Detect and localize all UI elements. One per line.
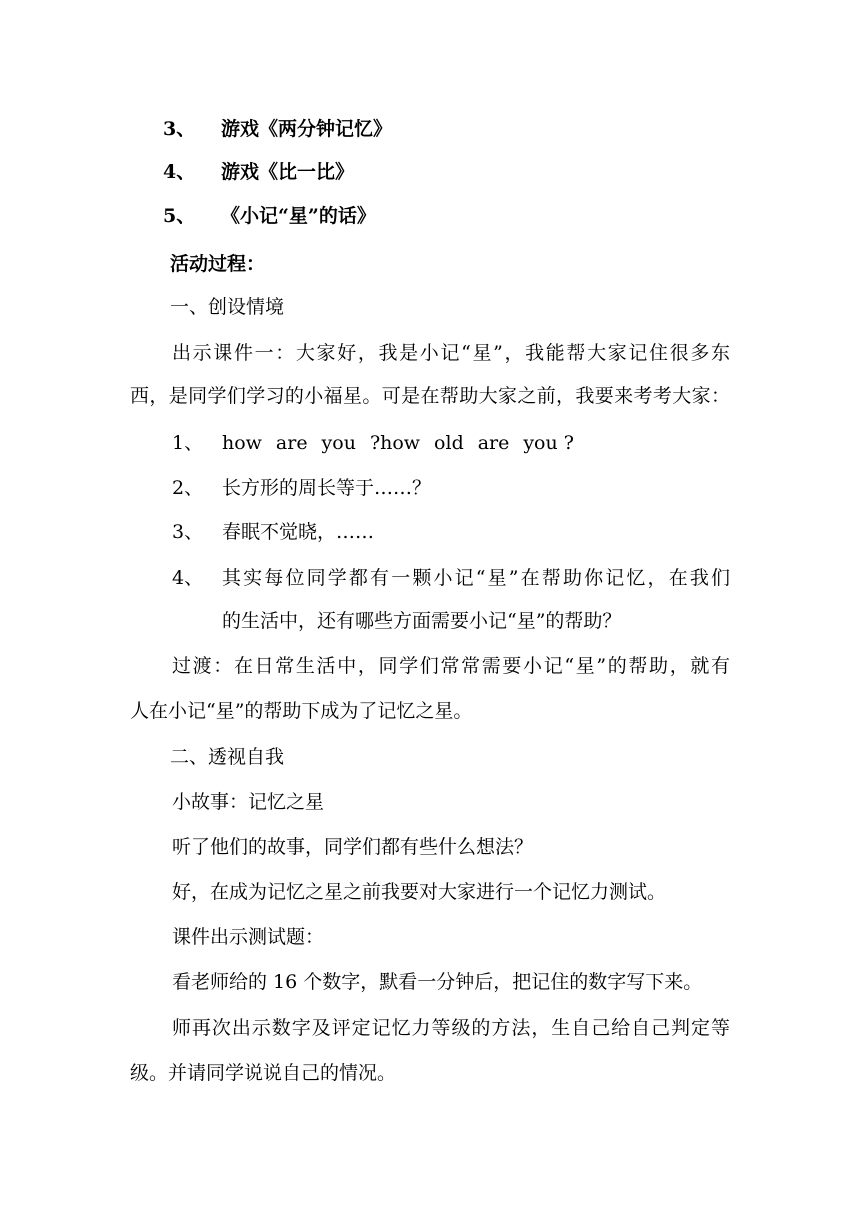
- quiz-number: 1、: [172, 432, 204, 454]
- quiz-word: you: [321, 432, 356, 454]
- test-intro-line: 好，在成为记忆之星之前我要对大家进行一个记忆力测试。: [172, 881, 667, 903]
- list-text: 游戏《比一比》: [221, 161, 355, 183]
- quiz-word: are: [477, 432, 510, 454]
- transition-para-line1: 过渡：在日常生活中，同学们常常需要小记“星”的帮助，就有: [172, 655, 730, 677]
- quiz-number: 3、: [172, 521, 204, 543]
- list-text: 《小记“星”的话》: [221, 205, 376, 227]
- quiz-text-line1: 其实每位同学都有一颗小记“星”在帮助你记忆，在我们: [222, 567, 730, 589]
- list-number: 5、: [163, 205, 196, 227]
- quiz-word: old: [434, 432, 464, 454]
- list-number: 3、: [163, 118, 196, 140]
- story-line: 小故事：记忆之星: [172, 791, 325, 813]
- quiz-word: ?how: [369, 432, 421, 454]
- section-heading-1: 一、创设情境: [170, 296, 285, 318]
- quiz-word: how: [222, 432, 262, 454]
- transition-para-line2: 人在小记“星”的帮助下成为了记忆之星。: [130, 700, 473, 722]
- courseware-para-line1: 出示课件一：大家好，我是小记“星”，我能帮大家记住很多东: [172, 342, 730, 364]
- section-heading-2: 二、透视自我: [170, 746, 285, 768]
- quiz-english-words: [222, 428, 574, 458]
- quiz-number: 4、: [172, 567, 204, 589]
- question-line: 听了他们的故事，同学们都有些什么想法？: [172, 836, 534, 858]
- quiz-text: 长方形的周长等于……？: [222, 477, 432, 499]
- courseware-para-line2: 西，是同学们学习的小福星。可是在帮助大家之前，我要来考考大家：: [130, 385, 730, 407]
- courseware-test-line: 课件出示测试题：: [172, 926, 325, 948]
- quiz-word: are: [275, 432, 308, 454]
- quiz-text: 春眠不觉晓，……: [222, 521, 375, 543]
- final-para-line2: 级。并请同学说说自己的情况。: [130, 1062, 397, 1084]
- instruction-line: 看老师给的 16 个数字，默看一分钟后，把记住的数字写下来。: [172, 971, 703, 993]
- quiz-number: 2、: [172, 477, 204, 499]
- final-para-line1: 师再次出示数字及评定记忆力等级的方法，生自己给自己判定等: [172, 1017, 730, 1039]
- process-heading: 活动过程：: [170, 253, 266, 275]
- list-number: 4、: [163, 161, 196, 183]
- list-text: 游戏《两分钟记忆》: [221, 118, 393, 140]
- quiz-text-line2: 的生活中，还有哪些方面需要小记“星”的帮助？: [222, 610, 622, 632]
- quiz-word: you ?: [523, 432, 574, 454]
